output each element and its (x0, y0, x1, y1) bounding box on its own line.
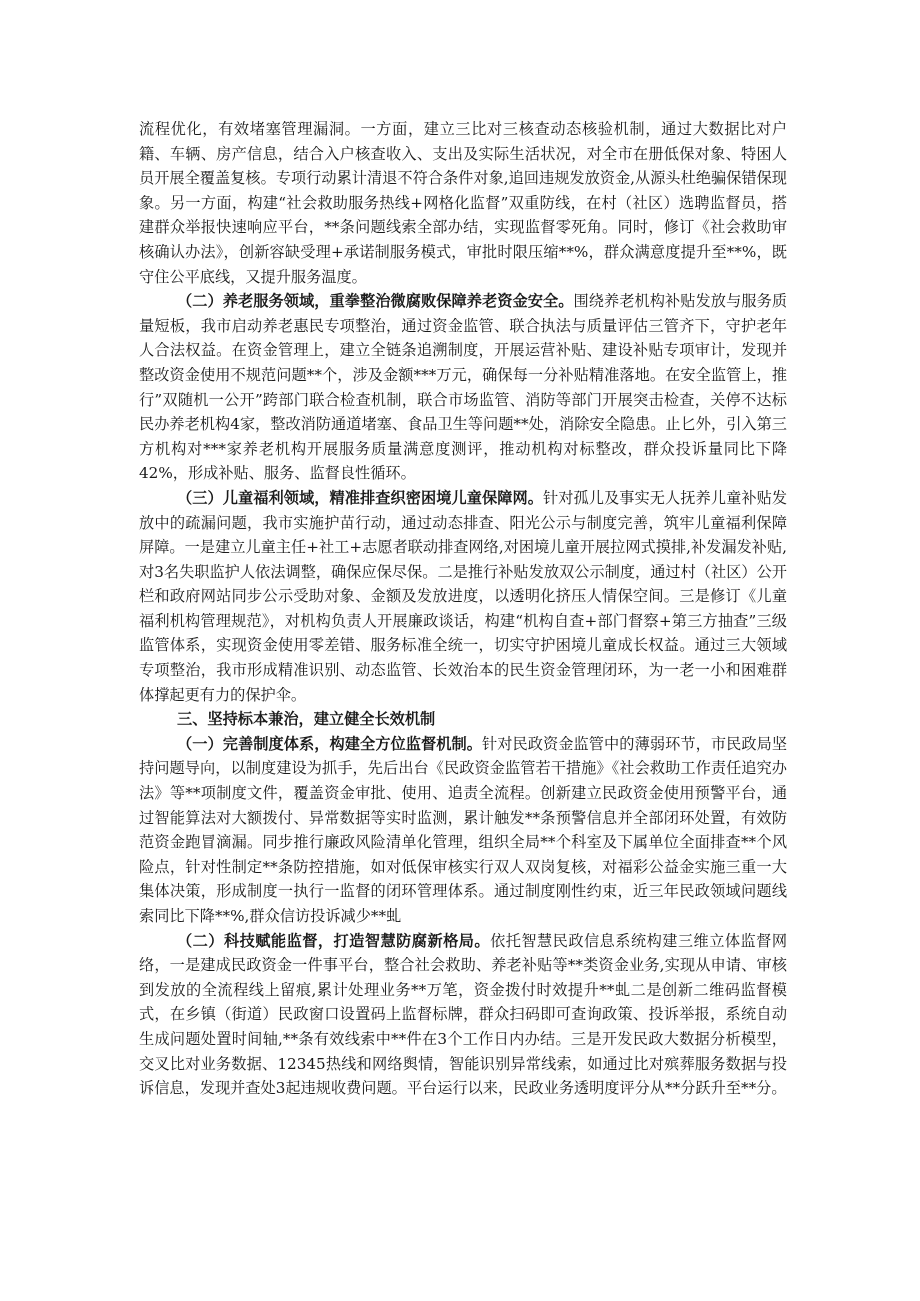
paragraph-lead: （二）科技赋能监督，打造智慧防腐新格局。 (177, 931, 491, 950)
paragraph-body: 针对民政资金监管中的薄弱环节，市民政局坚持问题导向，以制度建设为抓手，先后出台《民政资金监管若干措施》《社会救助工作责任追究办法》等**项制度文件，覆盖资金审批、使用、追责全流程。创新建立民政资金使用预警平台，通过智能算法对大额拨付、异常数据等实时监测，累计触发**条预警信息并全部闭环处置，有效防范资金跑冒滴漏。同步推行廉政风险清单化管理，组织全局**个科室及下属单位全面排查**个风险点，针对性制定**条防控措施，如对低保审核实行双人双岗复核，对福彩公益金实施三重一大集体决策，形成制度一执行一监督的闭环管理体系。通过制度刚性约束，近三年民政领域问题线索同比下降**%,群众信访投诉减少**虬 (139, 734, 788, 925)
paragraph-elderly-services (139, 289, 787, 486)
paragraph-system-building (139, 732, 787, 929)
paragraph-body: 针对孤儿及事实无人抚养儿童补贴发放中的疏漏问题，我市实施护苗行动，通过动态排查、阳光公示与制度完善，筑牢儿童福利保障屏障。一是建立儿童主任+社工+志愿者联动排查网络,对困境儿童开展拉网式摸排,补发漏发补贴,对3名失职监护人依法调整，确保应保尽保。二是推行补贴发放双公示制度，通过村（社区）公开栏和政府网站同步公示受助对象、金额及发放进度，以透明化挤压人情保空间。三是修订《儿童福利机构管理规范》，对机构负责人开展廉政谈话，构建“机构自查+部门督察+第三方抽查”三级监管体系，实现资金使用零差错、服务标准全统一，切实守护困境儿童成长权益。通过三大领域专项整治，我市形成精准识别、动态监管、长效治本的民生资金管理闭环，为一老一小和困难群体撑起更有力的保护伞。 (139, 488, 788, 704)
paragraph-body: 流程优化，有效堵塞管理漏洞。一方面，建立三比对三核查动态核验机制，通过大数据比对户籍、车辆、房产信息，结合入户核查收入、支出及实际生活状况，对全市在册低保对象、特困人员开展全覆盖复核。专项行动累计清退不符合条件对象,追回违规发放资金,从源头杜绝骗保错保现象。另一方面，构建“社会救助服务热线+网格化监督”双重防线，在村（社区）选聘监督员，搭建群众举报快速响应平台，**条问题线索全部办结，实现监督零死角。同时，修订《社会救助审核确认办法》，创新容缺受理+承诺制服务模式，审批时限压缩**%，群众满意度提升至**%，既守住公平底线，又提升服务温度。 (139, 120, 787, 286)
paragraph-body: 围绕养老机构补贴发放与服务质量短板，我市启动养老惠民专项整治，通过资金监管、联合执法与质量评估三管齐下，守护老年人合法权益。在资金管理上，建立全链条追溯制度，开展运营补贴、建设补贴专项审计，发现并整改资金使用不规范问题**个，涉及金额***万元，确保每一分补贴精准落地。在安全监管上，推行”双随机一公开”跨部门联合检查机制，联合市场监管、消防等部门开展突击检查，关停不达标民办养老机构4家，整改消防通道堵塞、食品卫生等问题**处，消除安全隐患。止匕外，引入第三方机构对***家养老机构开展服务质量满意度测评，推动机构对标整改，群众投诉量同比下降42%，形成补贴、服务、监督良性循环。 (139, 292, 788, 483)
paragraph-tech-supervision (139, 929, 787, 1101)
document-page (139, 117, 787, 1101)
paragraph-social-assistance-continued (139, 117, 787, 289)
paragraph-child-welfare (139, 486, 787, 707)
paragraph-body: 依托智慧民政信息系统构建三维立体监督网络，一是建成民政资金一件事平台，整合社会救助、养老补贴等**类资金业务,实现从申请、审核到发放的全流程线上留痕,累计处理业务**万笔，资金拨付时效提升**虬二是创新二维码监督模式，在乡镇（街道）民政窗口设置码上监督标牌，群众扫码即可查询政策、投诉举报，系统自动生成问题处置时间轴,**条有效线索中**件在3个工作日内办结。三是开发民政大数据分析模型，交叉比对业务数据、12345热线和网络舆情，智能识别异常线索，如通过比对殡葬服务数据与投诉信息，发现并查处3起违规收费问题。平台运行以来，民政业务透明度评分从**分跃升至**分。 (139, 931, 788, 1098)
paragraph-lead: （一）完善制度体系，构建全方位监督机制。 (177, 734, 483, 753)
paragraph-lead: （二）养老服务领域，重拳整治微腐败保障养老资金安全。 (177, 292, 574, 311)
paragraph-lead: （三）儿童福利领域，精准排查织密困境儿童保障网。 (177, 488, 544, 507)
section-heading: 三、坚持标本兼治，建立健全长效机制 (177, 710, 436, 729)
